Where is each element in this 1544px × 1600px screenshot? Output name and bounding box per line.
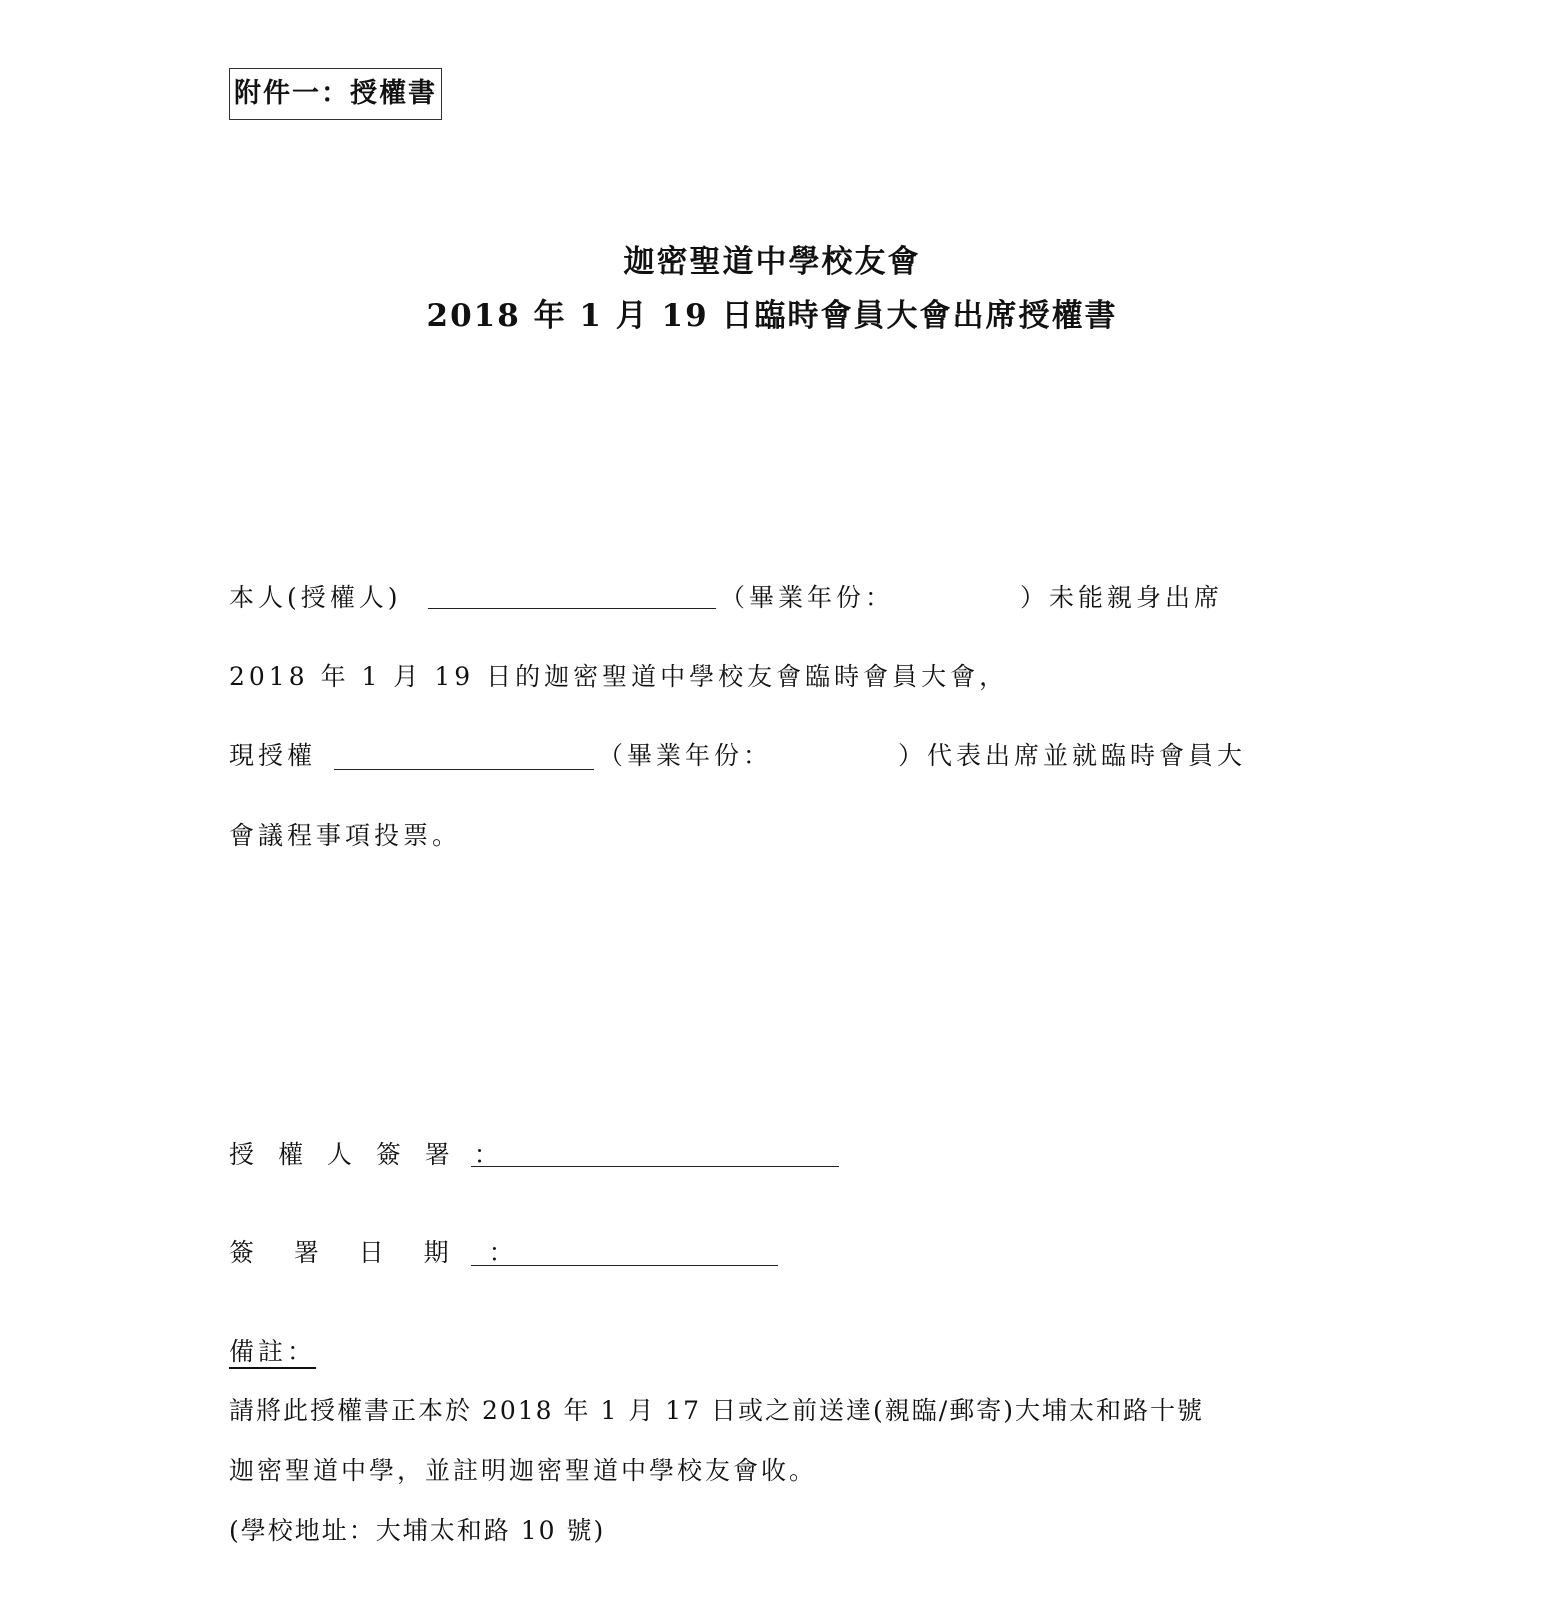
authorizer-name-field[interactable] <box>428 608 716 609</box>
date-label: 簽 署 日 期 ： <box>229 1238 522 1267</box>
signer-label: 授 權 人 簽 署 ： <box>229 1140 507 1169</box>
attachment-label: 附件一：授權書 <box>229 68 442 120</box>
proxy-label: 現授權 <box>229 741 317 770</box>
notes-line-1: 請將此授權書正本於 2018 年 1 月 17 日或之前送達(親臨/郵寄)大埔太和路十號 <box>229 1396 1204 1425</box>
signature-field[interactable] <box>471 1166 839 1167</box>
proxy-grad-year-label: （畢業年份： <box>598 741 773 770</box>
form-title-meeting: 2018 年 1 月 19 日臨時會員大會出席授權書 <box>426 298 1118 334</box>
proxy-represent-text: ）代表出席並就臨時會員大 <box>898 741 1247 770</box>
signing-date-field[interactable] <box>471 1265 778 1266</box>
authorizer-label: 本人(授權人) <box>229 583 402 612</box>
authorizer-grad-year-label: （畢業年份： <box>720 583 895 612</box>
school-address: (學校地址：大埔太和路 10 號) <box>229 1516 606 1545</box>
proxy-name-field[interactable] <box>334 769 594 770</box>
notes-heading: 備註： <box>229 1337 317 1366</box>
form-title-org: 迦密聖道中學校友會 <box>623 244 921 280</box>
notes-line-2: 迦密聖道中學，並註明迦密聖道中學校友會收。 <box>229 1456 818 1485</box>
agenda-vote-text: 會議程事項投票。 <box>229 821 462 850</box>
meeting-sentence: 2018 年 1 月 19 日的迦密聖道中學校友會臨時會員大會， <box>229 662 1009 691</box>
unable-attend-text: ）未能親身出席 <box>1020 583 1224 612</box>
